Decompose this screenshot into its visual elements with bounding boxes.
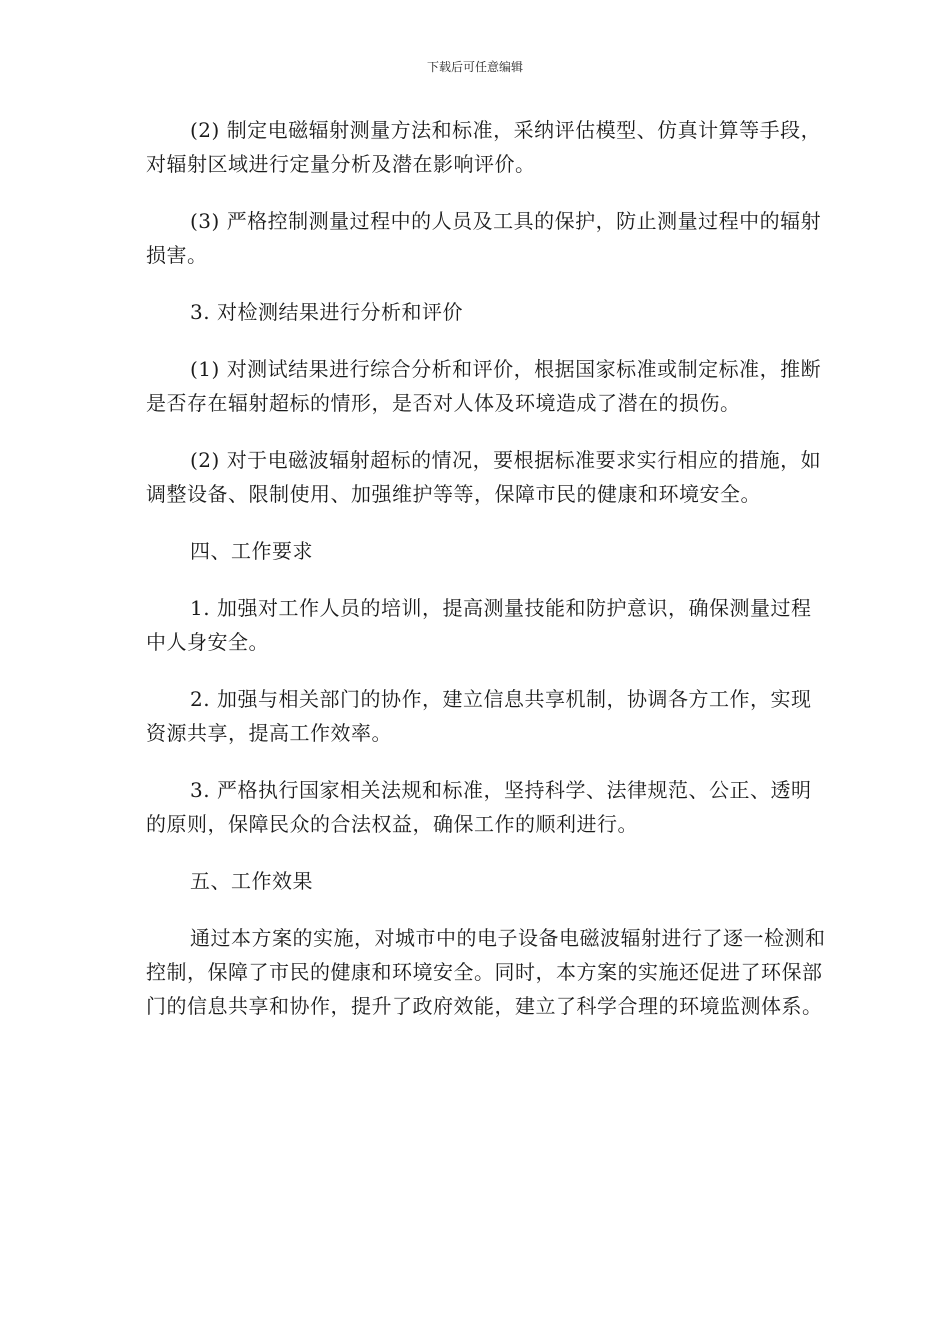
section-heading-requirements: 四、工作要求: [190, 539, 313, 563]
paragraph-requirement-training: 1. 加强对工作人员的培训，提高测量技能和防护意识，确保测量过程中人身安全。: [146, 596, 812, 654]
section-heading-analysis: 3. 对检测结果进行分析和评价: [190, 300, 463, 324]
paragraph-measurement-methods: (2) 制定电磁辐射测量方法和标准，采纳评估模型、仿真计算等手段，对辐射区域进行定量分析及潜在影响评价。: [146, 118, 822, 176]
paragraph-requirement-cooperation: 2. 加强与相关部门的协作，建立信息共享机制，协调各方工作，实现资源共享，提高工作效率。: [146, 687, 812, 745]
paragraph-requirement-compliance: 3. 严格执行国家相关法规和标准，坚持科学、法律规范、公正、透明的原则，保障民众的合法权益，确保工作的顺利进行。: [146, 778, 812, 836]
document-body: [146, 113, 826, 1046]
page-header-note: 下载后可任意编辑: [426, 60, 523, 74]
paragraph-measurement-protection: (3) 严格控制测量过程中的人员及工具的保护，防止测量过程中的辐射损害。: [146, 209, 822, 267]
section-heading-effects: 五、工作效果: [190, 869, 313, 893]
paragraph-result-analysis: (1) 对测试结果进行综合分析和评价，根据国家标准或制定标准，推断是否存在辐射超标的情形，是否对人体及环境造成了潜在的损伤。: [146, 357, 822, 415]
paragraph-work-effects: 通过本方案的实施，对城市中的电子设备电磁波辐射进行了逐一检测和控制，保障了市民的健康和环境安全。同时，本方案的实施还促进了环保部门的信息共享和协作，提升了政府效能，建立了科学合理的环境监测体系。: [146, 926, 826, 1018]
paragraph-exceedance-measures: (2) 对于电磁波辐射超标的情况，要根据标准要求实行相应的措施，如调整设备、限制使用、加强维护等等，保障市民的健康和环境安全。: [146, 448, 822, 506]
